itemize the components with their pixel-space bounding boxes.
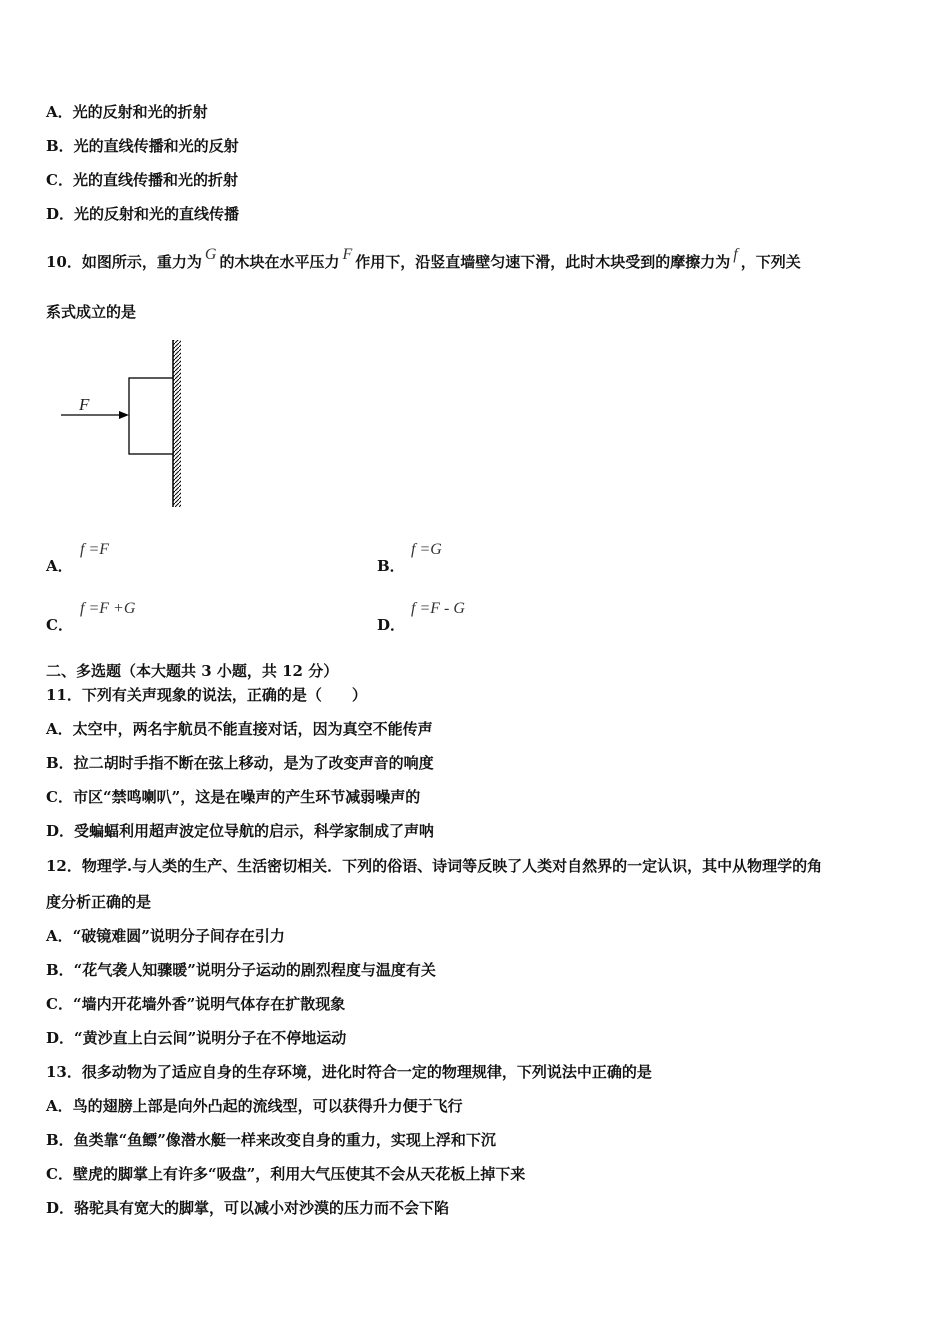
q13-option-b: B．鱼类靠“鱼鳔”像潜水艇一样来改变自身的重力，实现上浮和下沉	[46, 1131, 496, 1149]
q10-stem-part2: 的木块在水平压力	[219, 253, 340, 271]
q10-stem-part4: ，下列关	[740, 253, 801, 271]
q12-stem-line2: 度分析正确的是	[46, 893, 152, 911]
force-label: F	[79, 395, 90, 414]
q10-option-c-label: C．	[46, 616, 73, 634]
q10-option-b-label: B．	[377, 557, 405, 575]
q11-option-d: D．受蝙蝠利用超声波定位导航的启示，科学家制成了声呐	[46, 822, 435, 840]
q10-stem-part1: 10．如图所示，重力为	[46, 253, 202, 271]
q10-stem-line2: 系式成立的是	[46, 303, 137, 321]
q11-option-c: C．市区“禁鸣喇叭”，这是在噪声的产生环节减弱噪声的	[46, 788, 421, 806]
q10-var-f: F	[342, 246, 353, 263]
q10-option-a-formula: f =F	[80, 541, 110, 558]
q10-var-friction: f	[733, 246, 738, 263]
q11-option-b: B．拉二胡时手指不断在弦上移动，是为了改变声音的响度	[46, 754, 434, 772]
q10-force-diagram	[55, 335, 195, 510]
q10-var-g: G	[204, 246, 217, 263]
q12-option-d: D．“黄沙直上白云间”说明分子在不停地运动	[46, 1029, 347, 1047]
q13-stem: 13．很多动物为了适应自身的生存环境，进化时符合一定的物理规律，下列说法中正确的是	[46, 1063, 652, 1081]
q9-option-a: A．光的反射和光的折射	[46, 103, 208, 121]
q12-option-a: A．“破镜难圆”说明分子间存在引力	[46, 927, 285, 945]
q9-option-b: B．光的直线传播和光的反射	[46, 137, 239, 155]
q12-stem-line1: 12．物理学.与人类的生产、生活密切相关．下列的俗语、诗词等反映了人类对自然界的一定认识，其中从物理学的角	[46, 857, 823, 875]
q10-option-d-label: D．	[377, 616, 406, 634]
q9-option-c: C．光的直线传播和光的折射	[46, 171, 238, 189]
q12-option-b: B．“花气袭人知骤暖”说明分子运动的剧烈程度与温度有关	[46, 961, 436, 979]
q10-stem-part3: 作用下，沿竖直墙壁匀速下滑，此时木块受到的摩擦力为	[355, 253, 731, 271]
section-heading: 二、多选题（本大题共 3 小题，共 12 分）	[46, 662, 339, 680]
wooden-block	[129, 378, 173, 454]
q11-stem: 11．下列有关声现象的说法，正确的是（ ）	[46, 686, 367, 704]
wall-hatch	[173, 340, 181, 507]
force-arrow-head	[119, 411, 129, 419]
q13-option-d: D．骆驼具有宽大的脚掌，可以减小对沙漠的压力而不会下陷	[46, 1199, 450, 1217]
q11-option-a: A．太空中，两名宇航员不能直接对话，因为真空不能传声	[46, 720, 433, 738]
q10-option-d-formula: f =F - G	[411, 600, 465, 617]
q10-option-a-label: A．	[46, 557, 73, 575]
q12-option-c: C．“墙内开花墙外香”说明气体存在扩散现象	[46, 995, 346, 1013]
q13-option-c: C．壁虎的脚掌上有许多“吸盘”，利用大气压使其不会从天花板上掉下来	[46, 1165, 526, 1183]
q10-option-c-formula: f =F +G	[80, 600, 136, 617]
q10-option-b-formula: f =G	[411, 541, 442, 558]
q9-option-d: D．光的反射和光的直线传播	[46, 205, 240, 223]
q10-stem-line1	[46, 246, 801, 273]
q13-option-a: A．鸟的翅膀上部是向外凸起的流线型，可以获得升力便于飞行	[46, 1097, 463, 1115]
